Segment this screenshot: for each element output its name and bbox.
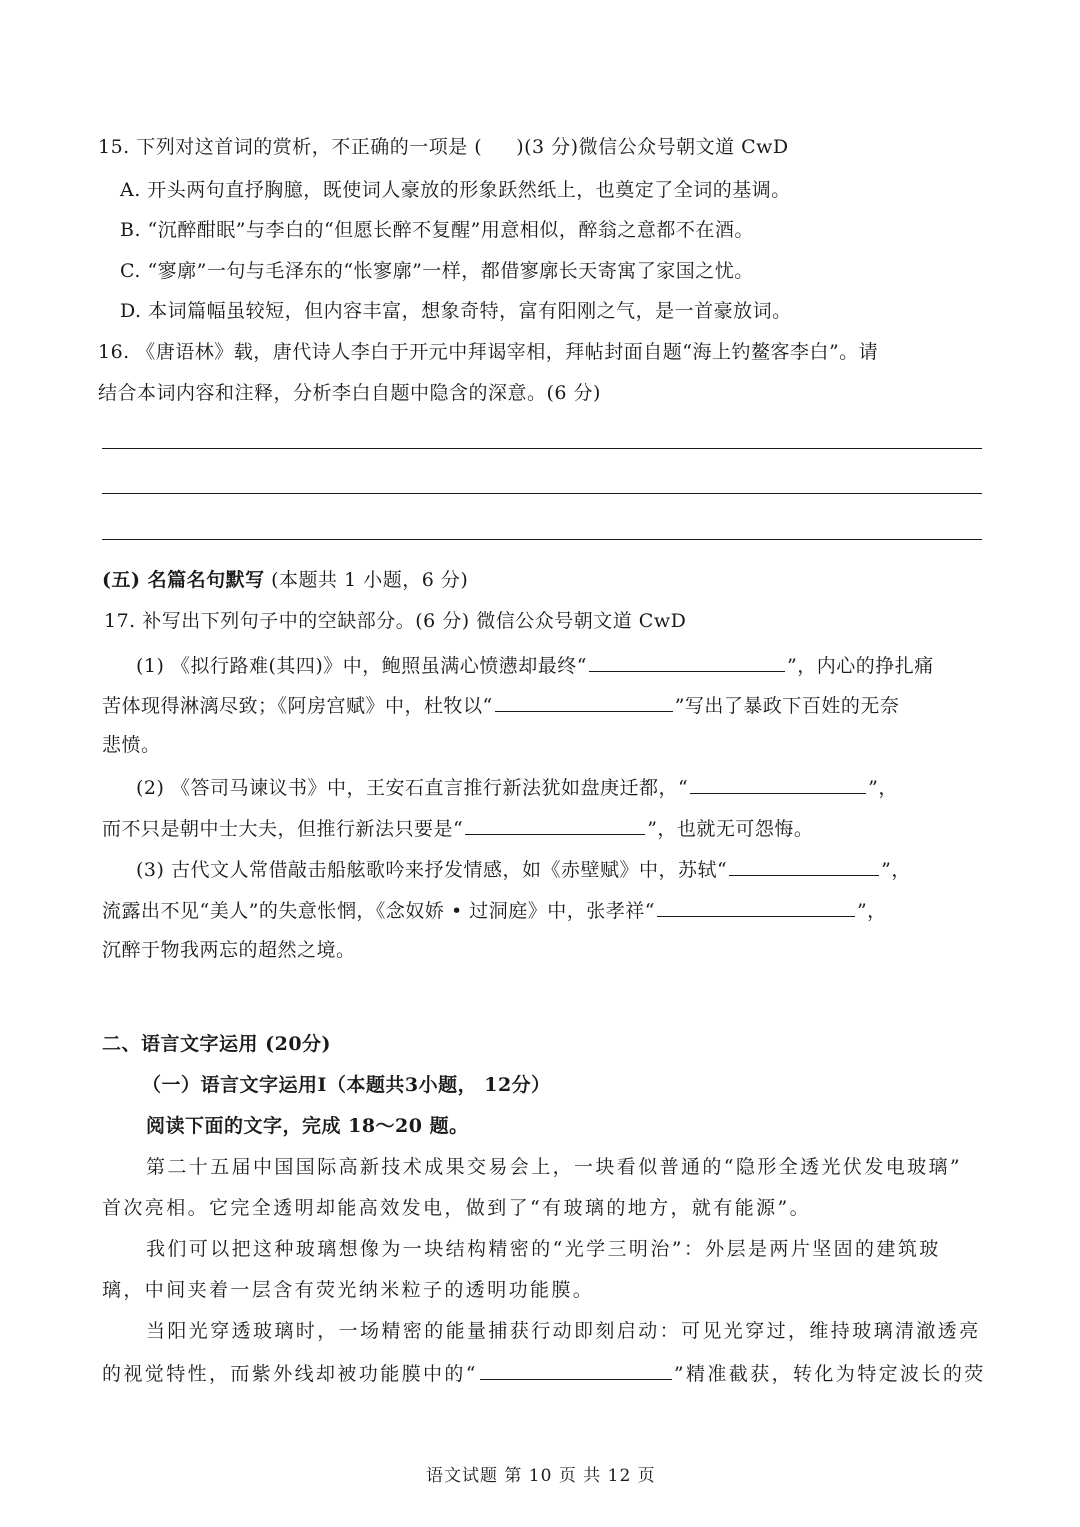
answer-line-2[interactable] bbox=[102, 493, 982, 494]
q16-line-2: 结合本词内容和注释，分析李白自题中隐含的深意。(6 分) bbox=[98, 382, 601, 404]
q15-stem bbox=[98, 138, 789, 157]
q17-p1-l2b: ”写出了暴政下百姓的无奈 bbox=[674, 695, 900, 717]
q17-blank-2[interactable] bbox=[495, 695, 673, 712]
q17-p2-line-2 bbox=[102, 818, 813, 839]
passage-line-6-b: ”精准截获，转化为特定波长的荧 bbox=[673, 1363, 986, 1385]
q17-p2-l2a: 而不只是朝中士大夫，但推行新法只要是“ bbox=[102, 818, 464, 840]
section5-title: (五) 名篇名句默写 bbox=[102, 569, 265, 591]
q17-p1-l2a: 苦体现得淋漓尽致；《阿房宫赋》中，杜牧以“ bbox=[102, 695, 493, 717]
q17-blank-4[interactable] bbox=[465, 818, 645, 835]
q17-p1-line-2 bbox=[102, 695, 899, 716]
q15-option-b: B. “沉醉酣眠”与李白的“但愿长醉不复醒”用意相似，醉翁之意都不在酒。 bbox=[120, 219, 754, 241]
q17-p1-line-3: 悲愤。 bbox=[102, 734, 161, 756]
passage-line-4: 璃，中间夹着一层含有荧光纳米粒子的透明功能膜。 bbox=[102, 1279, 595, 1301]
q15-option-a: A. 开头两句直抒胸臆，既使词人豪放的形象跃然纸上，也奠定了全词的基调。 bbox=[120, 179, 791, 201]
section5-heading bbox=[102, 571, 468, 590]
q15-stem-points: )(3 分)微信公众号朝文道 CwD bbox=[516, 136, 789, 158]
part2-subheading: （一）语言文字运用Ⅰ（本题共3小题， 12分） bbox=[142, 1074, 551, 1096]
q17-blank-1[interactable] bbox=[589, 655, 785, 672]
q17-p3-line-3: 沉醉于物我两忘的超然之境。 bbox=[102, 939, 356, 961]
q17-blank-5[interactable] bbox=[729, 859, 879, 876]
passage-line-2: 首次亮相。它完全透明却能高效发电，做到了“有玻璃的地方，就有能源”。 bbox=[102, 1197, 812, 1219]
part2-heading: 二、语言文字运用 (20分) bbox=[102, 1033, 332, 1055]
q17-p3-l1a: (3) 古代文人常借敲击船舷歌吟来抒发情感，如《赤壁赋》中，苏轼“ bbox=[136, 859, 728, 881]
q17-blank-3[interactable] bbox=[690, 777, 866, 794]
q15-option-d: D. 本词篇幅虽较短，但内容丰富，想象奇特，富有阳刚之气，是一首豪放词。 bbox=[120, 300, 792, 322]
page-footer: 语文试题 第 10 页 共 12 页 bbox=[426, 1466, 656, 1486]
passage-line-6 bbox=[102, 1363, 986, 1384]
q17-p2-line-1 bbox=[136, 777, 898, 798]
q17-p2-l1a: (2) 《答司马谏议书》中，王安石直言推行新法犹如盘庚迁都，“ bbox=[136, 777, 689, 799]
q17-p2-l2b: ”，也就无可怨悔。 bbox=[647, 818, 814, 840]
q17-p3-l2a: 流露出不见“美人”的失意怅惘，《念奴娇 • 过洞庭》中，张孝祥“ bbox=[102, 900, 655, 922]
answer-line-3[interactable] bbox=[102, 539, 982, 540]
q17-p1-l1a: (1) 《拟行路难(其四)》中，鲍照虽满心愤懑却最终“ bbox=[136, 655, 587, 677]
passage-line-1: 第二十五届中国国际高新技术成果交易会上，一块看似普通的“隐形全透光伏发电玻璃” bbox=[146, 1156, 963, 1178]
reading-instruction: 阅读下面的文字，完成 18～20 题。 bbox=[146, 1115, 469, 1137]
passage-line-5: 当阳光穿透玻璃时，一场精密的能量捕获行动即刻启动：可见光穿过，维持玻璃清澈透亮 bbox=[146, 1320, 981, 1342]
q17-p3-line-1 bbox=[136, 859, 911, 880]
q17-p3-l2b: ”， bbox=[856, 900, 887, 922]
q17-p2-l1b: ”， bbox=[868, 777, 898, 799]
passage-line-6-a: 的视觉特性，而紫外线却被功能膜中的“ bbox=[102, 1363, 478, 1385]
q15-option-c: C. “寥廓”一句与毛泽东的“怅寥廓”一样，都借寥廓长天寄寓了家国之忧。 bbox=[120, 260, 754, 282]
q15-stem-text: 15. 下列对这首词的赏析，不正确的一项是 ( bbox=[98, 136, 483, 158]
q17-p3-line-2 bbox=[102, 900, 887, 921]
q16-line-1: 16. 《唐语林》载，唐代诗人李白于开元中拜谒宰相，拜帖封面自题“海上钓鳌客李白”。请 bbox=[98, 341, 879, 363]
section5-meta: (本题共 1 小题，6 分) bbox=[264, 569, 469, 591]
answer-line-1[interactable] bbox=[102, 448, 982, 449]
q17-p1-l1b: ”，内心的挣扎痛 bbox=[787, 655, 934, 677]
passage-line-3: 我们可以把这种玻璃想像为一块结构精密的“光学三明治”：外层是两片坚固的建筑玻 bbox=[146, 1238, 941, 1260]
q17-p1-line-1 bbox=[136, 655, 934, 676]
q17-blank-6[interactable] bbox=[657, 900, 855, 917]
passage-blank[interactable] bbox=[480, 1363, 672, 1380]
q17-stem: 17. 补写出下列句子中的空缺部分。(6 分) 微信公众号朝文道 CwD bbox=[104, 610, 687, 632]
q17-p3-l1b: ”， bbox=[881, 859, 911, 881]
